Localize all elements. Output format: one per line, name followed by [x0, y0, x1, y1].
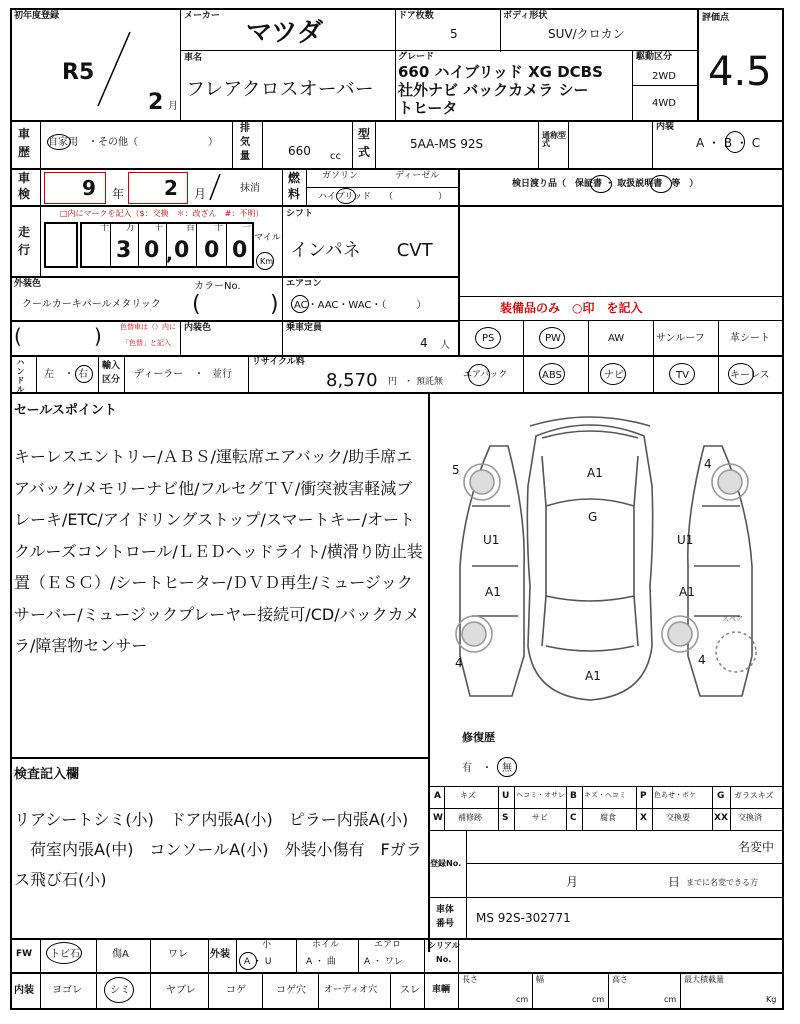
maker-label: メーカー [184, 11, 220, 21]
shift-label: シフト [286, 209, 314, 219]
odo-mile: マイル [254, 233, 281, 243]
shaken-month-box [128, 172, 188, 204]
aircon-circle [291, 295, 309, 313]
interior-bottom-label: 内装 [14, 985, 34, 996]
odo-digit-3: 0 [204, 238, 220, 263]
mark-rear-left: 4 [455, 656, 463, 670]
odo-digit-1: 0 [144, 238, 160, 263]
fuel-label-2: 料 [288, 187, 301, 201]
odo-unit-2: 千 [154, 223, 164, 233]
max-load-unit: Kg [766, 995, 777, 1004]
serial-no-label-2: No. [436, 955, 452, 964]
mark-hood: A1 [587, 466, 603, 480]
fw-item-chip: トビ石 [50, 949, 80, 960]
interior-label: 内装 [656, 122, 675, 132]
equip-keyless-circle [728, 363, 754, 385]
equip-abs: ABS [542, 370, 562, 381]
shaken-month: 2 [164, 176, 178, 200]
length-label: 長さ [462, 975, 478, 984]
equip-navi-circle [600, 363, 626, 385]
mark-front-right: 4 [704, 457, 712, 471]
reg-no-label: 登録No. [430, 859, 462, 868]
repair-no-circle [497, 757, 517, 777]
odo-unit-4: 十 [214, 223, 224, 233]
spare-label: スペア [722, 615, 743, 623]
max-load-label: 最大積載量 [684, 975, 724, 984]
odo-digit-2: 0 [174, 238, 190, 263]
reg-deadline-day: 日 [668, 875, 681, 889]
displacement-label-1: 排 [240, 123, 250, 134]
inspection-label: 検査記入欄 [14, 767, 80, 782]
width-label: 幅 [536, 975, 544, 984]
model-label-2: 式 [358, 145, 371, 159]
odo-note: □内にマークを記入（$：交換 ＊：改ざん #：不明） [60, 209, 264, 218]
length-unit: cm [516, 995, 529, 1004]
fuel-label-1: 燃 [288, 171, 301, 185]
odo-mark-box [44, 222, 78, 268]
capacity-label: 乗車定員 [286, 323, 323, 333]
chassis-no-label-2: 番号 [436, 919, 455, 929]
import-parallel: 並行 [212, 369, 232, 380]
car-damage-diagram [430, 396, 782, 736]
import-label-2: 区分 [102, 375, 121, 385]
equip-sunroof: サンルーフ [656, 333, 705, 344]
height-unit: cm [664, 995, 677, 1004]
small-a-circle [239, 952, 257, 970]
chassis-no: MS 92S-302771 [476, 911, 571, 925]
first-reg-month: 2 [148, 90, 164, 115]
equip-abs-circle [539, 363, 565, 385]
odo-label-2: 行 [18, 243, 31, 257]
int-item-stain: シミ [110, 985, 130, 996]
equip-pw-circle [539, 327, 565, 349]
handle-right: 右 [78, 369, 88, 380]
width-unit: cm [592, 995, 605, 1004]
inspection-text [14, 805, 426, 895]
shaken-year: 9 [82, 176, 96, 200]
first-reg-era: R5 [62, 60, 95, 85]
odo-label-1: 走 [18, 225, 31, 239]
selling-points-label: セールスポイント [14, 403, 117, 418]
shaken-label-2: 検 [18, 187, 31, 201]
shaken-cancel: 抹消 [240, 183, 260, 194]
handle-left: 左 [44, 369, 54, 380]
score-value: 4.5 [708, 49, 772, 95]
aircon-label: エアコン [286, 279, 322, 289]
ext-color-value: クールカーキパールメタリック [22, 299, 161, 310]
odo-unit-0: 十 [100, 223, 110, 233]
reg-change: 名変中 [738, 840, 775, 854]
drive-4wd: 4WD [652, 98, 676, 109]
model-value: 5AA-MS 92S [410, 137, 484, 151]
usage-value: 自家用 ・その他（ ） [48, 137, 218, 148]
reg-deadline-note: までに名変できる方 [686, 878, 758, 887]
equip-keyless: キーレス [730, 370, 770, 381]
inspection-line-2: 荷室内張A(中) コンソールA(小) 外装小傷有 Fガラ [14, 840, 422, 859]
shaken-label-1: 車 [18, 171, 31, 185]
mark-roof: G [588, 510, 598, 524]
shaken-year-unit: 年 [112, 187, 125, 201]
fw-chip-circle [46, 942, 82, 964]
handle-right-circle [75, 365, 93, 383]
history-label-2: 歴 [18, 145, 31, 159]
doors-value: 5 [450, 27, 458, 41]
shift-value: インパネ CVT [290, 240, 433, 261]
recycle-unit: 円 [388, 377, 398, 387]
equip-ps: PS [482, 333, 495, 344]
int-item-dirt: ヨゴレ [52, 985, 82, 996]
displacement-unit: cc [330, 151, 341, 162]
mark-front-left: 5 [452, 463, 460, 477]
fuel-hybrid: ハイブリッド [318, 192, 372, 202]
odo-km-circle [256, 252, 274, 270]
color-change-note-1: 色替車は（）内に [120, 323, 176, 331]
documents-label: 検日渡り品（ 保証書 ・ 取扱説明書 等 ） [512, 179, 699, 189]
height-label: 高さ [612, 975, 628, 984]
mark-left-door: U1 [483, 533, 500, 547]
mark-right-door: U1 [677, 533, 694, 547]
grade-line2: 社外ナビ バックカメラ シー [398, 81, 589, 99]
fuel-hybrid-circle [336, 188, 356, 204]
equip-airbag-circle [468, 364, 490, 386]
recycle-label: リサイクル料 [252, 357, 305, 367]
chassis-no-label-1: 車体 [436, 905, 455, 915]
displacement-label-3: 量 [240, 151, 250, 162]
repair-history-label: 修復歴 [462, 731, 495, 744]
int-item-burn-hole: コゲ穴 [276, 985, 306, 996]
mark-rear-right: 4 [698, 653, 706, 667]
odo-digit-4: 0 [232, 238, 248, 263]
int-stain-circle [104, 977, 134, 1003]
aero-opts: A ・ ワレ [364, 957, 403, 967]
model-type-label: 通称型式 [542, 131, 566, 148]
body-shape-label: ボディ形状 [503, 11, 548, 21]
documents-circle-2 [650, 175, 672, 193]
color-no-label: カラーNo. [194, 281, 241, 292]
auction-inspection-sheet: 初年度登録 R5 2 月 メーカー マツダ ドア枚数 5 ボディ形状 SUV/クロカン 評価点 4.5 車名 フレアクロスオーバー グレード 660 ハイブリッド XG DCBS 社外ナビ バックカメラ シー トヒータ 駆動区分 2WD 4WD 車 歴 自家用 ・その他（ ） 排 気 量 660 cc 型 式 5AA-MS 92S 通称型式 内装 A ・ B ・ C 車 検 9 年 2 月 抹消 燃 料 ガソリン ディーゼル ハイブリッド （ ） 検日渡り品（ 保証書 ・ 取扱説明書 等 ） 走 行 □内にマークを記入（$：交換 ＊：改ざん #：不明） 十 万 千 百 十 一 3 0 , 0 0 0 マイル Km シフト インパネ CVT 外装色 カラーNo. クールカーキパールメタリック ( ) エアコン AC・AAC・WAC・（ ） 装備品のみ ○印 を記入 ( ) 色替車は（）内に 「色替」と記入 内装色 乗車定員 4 人 PS PW AW サンルーフ 革シート エアバック ABS ナビ TV キーレス ハンドル 左 ・ 右 輸入 区分 ディーラー ・ 並行 リサイクル料 8,570 円 ・ 預託無 セールスポイント キーレスエントリー/ＡＢＳ/運転席エアバック/助手席エアバック/メモリーナビ他/フルセグＴＶ/衝突被害軽減ブレーキ/ETC/アイドリングストップ/スマートキー/オートクルーズコントロール/ＬＥＤヘッドライト/横滑り防止装置（ＥＳＣ）/シートヒーター/ＤＶＤ再生/ミュージックサーバー/ミュージックプレーヤー接続可/CD/バックカメラ/障害物センサー スペア 5 4 A1 G U1 A1 U1 A1 4 4 A1 修復歴 有 ・ 無 検査記入欄 リアシートシミ(小) ドア内張A(小) ピラー内張A(小) 荷室内張A(中) コンソールA(小) 外装小傷有 Fガラ ス飛び石(小) A キズ U ヘコミ・オサレ B キズ・ヘコミ P 色あせ・ボケ G ガラスキズ W 補修跡 S サビ C 腐食 X 交換要 XX 交換済 登録No. 名変中 月 日 までに名変できる方 車体 番号 MS 92S-302771 FW トビ石 傷A ワレ 外装 小 A ・ U ホイル A ・ 曲 エアロ A ・ ワレ シリアル No. 内装 ヨゴレ シミ ヤブレ コゲ コゲ穴 オーディオ穴 スレ 車輌 長さ cm 幅 cm 高さ cm 最大積載量 Kg [0, 0, 800, 1024]
small-label: 小 [262, 940, 272, 950]
recycle-fee: 8,570 [326, 370, 378, 391]
interior-grades: A ・ B ・ C [696, 136, 761, 150]
wheel-label: ホイル [312, 940, 340, 950]
import-dealer: ディーラー [134, 369, 184, 380]
odo-unit-3: 百 [186, 223, 196, 233]
equip-navi: ナビ [604, 370, 624, 381]
odo-unit-1: 万 [126, 223, 136, 233]
body-shape-value: SUV/クロカン [548, 27, 625, 41]
doors-label: ドア枚数 [398, 11, 434, 21]
grade-line1: 660 ハイブリッド XG DCBS [398, 63, 603, 81]
model-label-1: 型 [358, 127, 371, 141]
dims-label: 車輌 [432, 985, 451, 995]
history-label-1: 車 [18, 127, 31, 141]
exterior-label: 外装 [210, 949, 230, 960]
fw-label: FW [16, 949, 33, 959]
odo-comma: , [166, 244, 173, 265]
fw-item-crack: ワレ [168, 949, 188, 960]
fuel-gas: ガソリン [322, 171, 359, 181]
equip-tv: TV [676, 370, 689, 381]
equipment-header: 装備品のみ ○印 を記入 [500, 301, 643, 315]
odo-km: Km [260, 257, 274, 266]
first-reg-month-unit: 月 [168, 101, 178, 112]
displacement-label-2: 気 [240, 137, 250, 148]
repair-yes-no: 有 ・ 無 [462, 763, 512, 774]
odo-digit-0: 3 [116, 238, 132, 263]
equip-leather: 革シート [730, 333, 770, 344]
int-item-tear: ヤブレ [166, 985, 196, 996]
import-label-1: 輸入 [102, 361, 121, 371]
displacement-value: 660 [288, 144, 311, 158]
shaken-slash [208, 172, 222, 202]
capacity-unit: 人 [440, 340, 450, 351]
score-label: 評価点 [702, 13, 730, 23]
grade-line3: トヒータ [398, 99, 458, 117]
aero-label: エアロ [374, 940, 402, 950]
drive-label: 駆動区分 [636, 52, 673, 62]
first-reg-label: 初年度登録 [14, 11, 60, 21]
shaken-year-box [44, 172, 106, 204]
recycle-deposit: 預託無 [416, 377, 444, 387]
usage-circle [47, 134, 71, 150]
shaken-month-unit: 月 [194, 187, 207, 201]
reg-deadline-month: 月 [566, 875, 579, 889]
mark-tail: A1 [585, 669, 601, 683]
mark-right-rear: A1 [679, 585, 695, 599]
fw-item-scratch: 傷A [112, 949, 129, 960]
first-reg-slash [94, 30, 134, 110]
wheel-opts: A ・ 曲 [306, 957, 336, 967]
inspection-line-1: リアシートシミ(小) ドア内張A(小) ピラー内張A(小) [14, 810, 409, 829]
serial-no-label-1: シリアル [428, 941, 460, 950]
int-item-wear: スレ [400, 985, 420, 996]
int-color-label: 内装色 [184, 323, 212, 333]
fuel-other: （ ） [384, 192, 448, 202]
equip-pw: PW [545, 333, 561, 344]
handle-label: ハンドル [16, 358, 25, 394]
capacity-value: 4 [420, 336, 428, 350]
car-name-value: フレアクロスオーバー [186, 78, 374, 100]
documents-circle-1 [590, 175, 612, 193]
equip-aw: AW [608, 333, 625, 344]
odo-unit-5: 一 [242, 223, 252, 233]
equip-airbag: エアバック [463, 370, 508, 380]
interior-grade-circle [725, 131, 745, 153]
mark-left-rear: A1 [485, 585, 501, 599]
small-opts: A ・ U [244, 957, 272, 967]
fuel-diesel: ディーゼル [395, 171, 440, 181]
color-change-note-2: 「色替」と記入 [122, 339, 171, 347]
car-name-label: 車名 [184, 53, 203, 63]
inspection-line-3: ス飛び石(小) [14, 870, 107, 889]
equip-tv-circle [669, 363, 695, 385]
grade-label: グレード [398, 52, 435, 62]
ext-color-label: 外装色 [14, 279, 42, 289]
drive-2wd: 2WD [652, 71, 676, 82]
aircon-value: AC・AAC・WAC・（ ） [294, 300, 427, 311]
equip-ps-circle [475, 327, 501, 349]
int-item-burn: コゲ [226, 985, 246, 996]
int-item-audio-hole: オーディオ穴 [324, 985, 378, 995]
selling-points-text: キーレスエントリー/ＡＢＳ/運転席エアバック/助手席エアバック/メモリーナビ他/フルセグＴＶ/衝突被害軽減ブレーキ/ETC/アイドリングストップ/スマートキー/オートクルーズコントロール/ＬＥＤヘッドライト/横滑り防止装置（ＥＳＣ）/シートヒーター/ＤＶＤ再生/ミュージックサーバー/ミュージックプレーヤー接続可/CD/バックカメラ/障害物センサー [14, 447, 423, 655]
maker-value: マツダ [246, 18, 323, 48]
